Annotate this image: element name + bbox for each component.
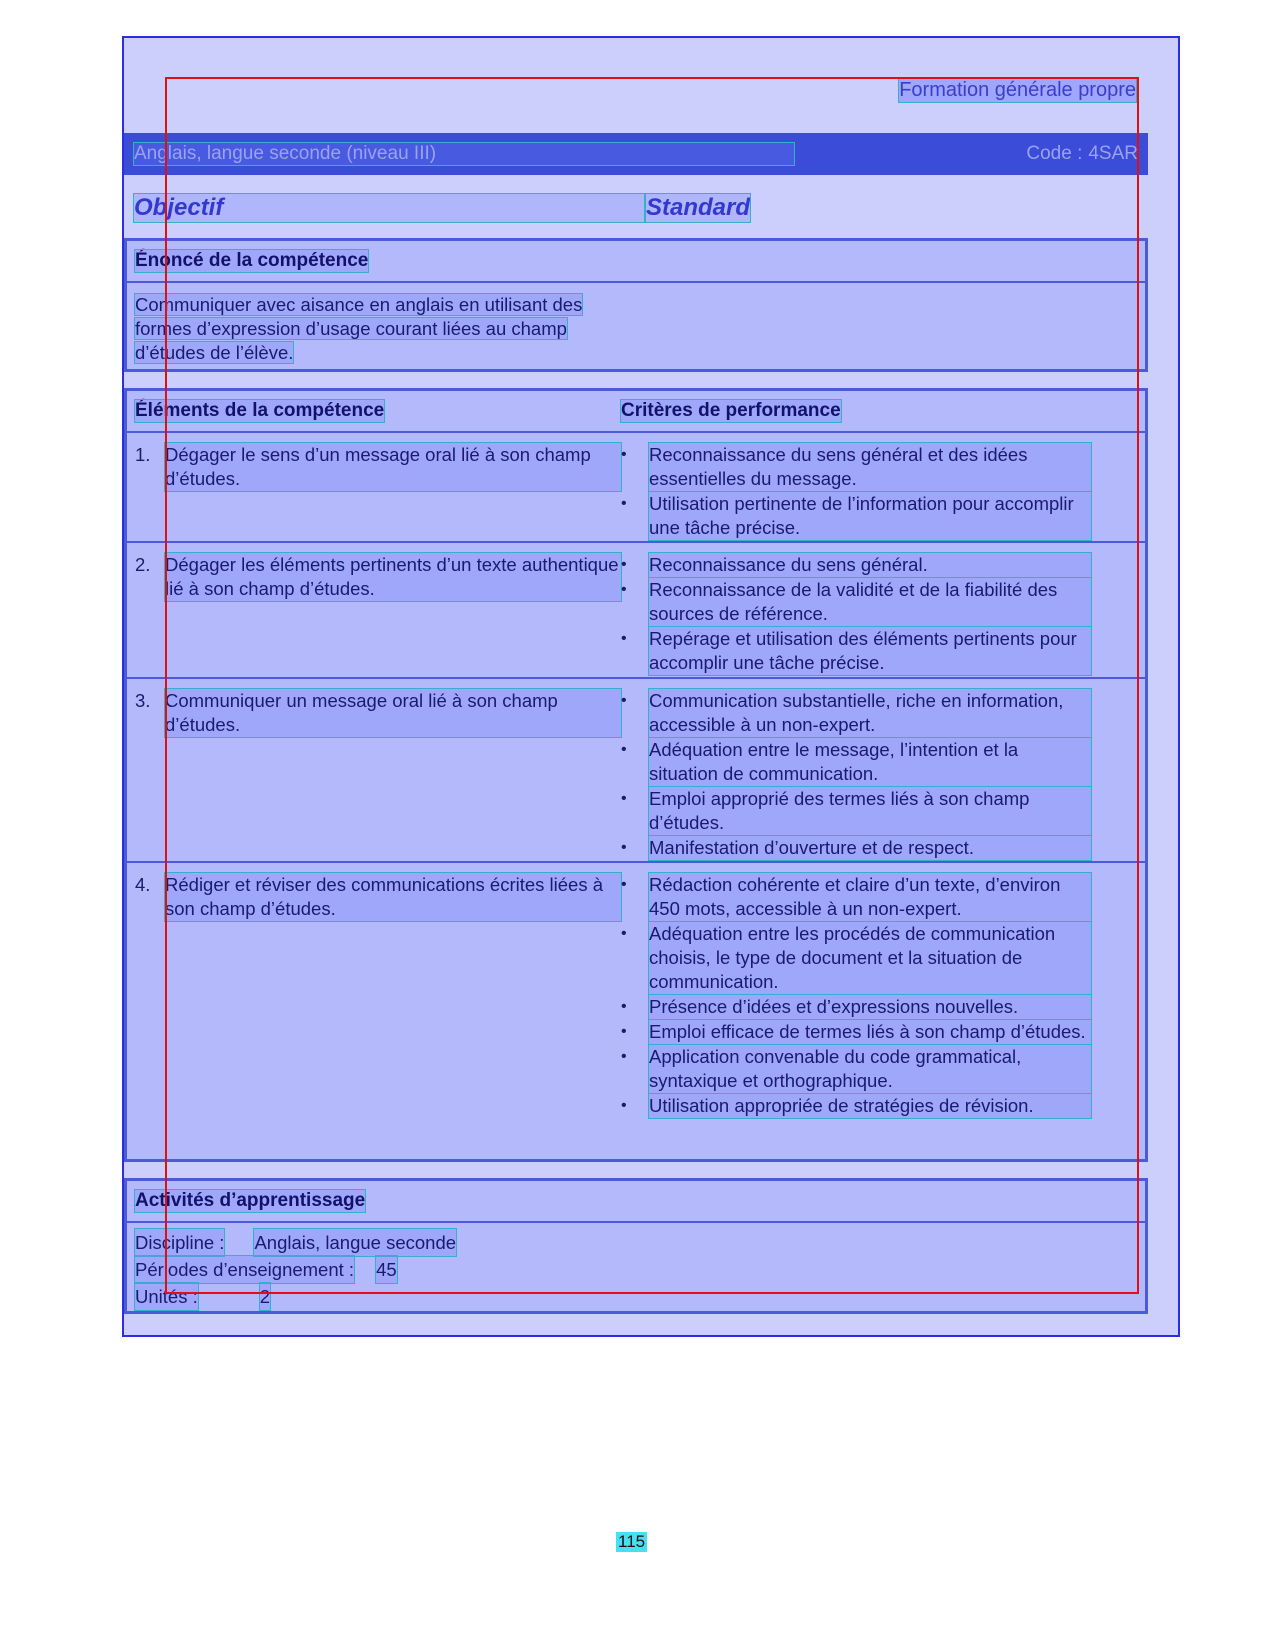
element-text: Dégager les éléments pertinents d’un texte authentique lié à son champ d’études. bbox=[165, 553, 621, 601]
course-code bbox=[1026, 143, 1138, 165]
elements-table bbox=[127, 433, 1145, 1163]
bullet-icon: • bbox=[621, 556, 627, 573]
criterion-item bbox=[621, 1020, 1091, 1044]
criterion-text: Utilisation appropriée de stratégies de révision. bbox=[649, 1094, 1091, 1118]
criterion-text: Utilisation pertinente de l’information pour accomplir une tâche précise. bbox=[649, 492, 1091, 540]
criterion-text: Reconnaissance du sens général et des idées essentielles du message. bbox=[649, 443, 1091, 491]
course-title: Anglais, langue seconde (niveau III) bbox=[134, 143, 794, 165]
criterion-text: Emploi efficace de termes liés à son champ d’études. bbox=[649, 1020, 1091, 1044]
criterion-text: Communication substantielle, riche en information, accessible à un non-expert. bbox=[649, 689, 1091, 737]
periodes-label: Périodes d’enseignement : bbox=[135, 1256, 354, 1283]
bullet-icon: • bbox=[621, 495, 627, 512]
bullet-icon: • bbox=[621, 741, 627, 758]
activites-heading: Activités d’apprentissage bbox=[135, 1190, 366, 1211]
bullet-icon: • bbox=[621, 581, 627, 598]
code-label: Code : bbox=[1026, 143, 1083, 164]
bullet-icon: • bbox=[621, 1097, 627, 1114]
criteres-heading: Critères de performance bbox=[621, 400, 841, 421]
element-cell bbox=[135, 553, 621, 601]
element-cell bbox=[135, 873, 621, 921]
course-title-bar bbox=[124, 133, 1148, 175]
criterion-item bbox=[621, 553, 1091, 577]
elements-section bbox=[124, 388, 1148, 1162]
bullet-icon: • bbox=[621, 692, 627, 709]
discipline-line bbox=[135, 1229, 1137, 1256]
criteria-cell bbox=[621, 443, 1091, 541]
criterion-text: Rédaction cohérente et claire d’un texte, d’environ 450 mots, accessible à un non-expert. bbox=[649, 873, 1091, 921]
bullet-icon: • bbox=[621, 925, 627, 942]
element-text: Dégager le sens d’un message oral lié à son champ d’études. bbox=[165, 443, 621, 491]
criterion-text: Adéquation entre les procédés de communication choisis, le type de document et la situation de communication. bbox=[649, 922, 1091, 994]
objectif-heading: Objectif bbox=[134, 194, 644, 222]
table-row bbox=[127, 679, 1145, 863]
criterion-text: Reconnaissance de la validité et de la fiabilité des sources de référence. bbox=[649, 578, 1091, 626]
page-number: 115 bbox=[618, 1532, 646, 1551]
criterion-item bbox=[621, 627, 1091, 675]
elements-heading: Éléments de la compétence bbox=[135, 400, 385, 421]
bullet-icon: • bbox=[621, 839, 627, 856]
bullet-icon: • bbox=[621, 630, 627, 647]
element-number: 2. bbox=[135, 554, 151, 575]
bullet-icon: • bbox=[621, 1023, 627, 1040]
element-text: Rédiger et réviser des communications écrites liées à son champ d’études. bbox=[165, 873, 621, 921]
table-row bbox=[127, 543, 1145, 679]
element-number: 3. bbox=[135, 690, 151, 711]
enonce-heading: Énoncé de la compétence bbox=[135, 250, 369, 271]
bullet-icon: • bbox=[621, 1048, 627, 1065]
document-page bbox=[122, 36, 1180, 1337]
criterion-item bbox=[621, 1045, 1091, 1093]
enonce-text: Communiquer avec aisance en anglais en utilisant des formes d’expression d’usage courant liées au champ d’études de l’élève. bbox=[135, 294, 583, 363]
element-cell bbox=[135, 443, 621, 491]
criterion-item bbox=[621, 787, 1091, 835]
activites-section bbox=[124, 1178, 1148, 1314]
objective-standard-row bbox=[134, 194, 1148, 220]
element-number: 1. bbox=[135, 444, 151, 465]
enonce-section bbox=[124, 238, 1148, 372]
criterion-item bbox=[621, 922, 1091, 994]
element-number: 4. bbox=[135, 874, 151, 895]
criterion-item bbox=[621, 578, 1091, 626]
discipline-label: Discipline : bbox=[135, 1229, 224, 1256]
periodes-value: 45 bbox=[376, 1256, 397, 1283]
criterion-text: Emploi approprié des termes liés à son champ d’études. bbox=[649, 787, 1091, 835]
discipline-value: Anglais, langue seconde bbox=[254, 1229, 456, 1256]
unites-line bbox=[135, 1283, 1137, 1310]
standard-heading: Standard bbox=[646, 194, 751, 221]
criterion-text: Application convenable du code grammatical, syntaxique et orthographique. bbox=[649, 1045, 1091, 1093]
criterion-item bbox=[621, 492, 1091, 540]
criterion-item bbox=[621, 836, 1091, 860]
criterion-item bbox=[621, 689, 1091, 737]
element-cell bbox=[135, 689, 621, 737]
criterion-item bbox=[621, 443, 1091, 491]
bullet-icon: • bbox=[621, 998, 627, 1015]
bullet-icon: • bbox=[621, 446, 627, 463]
criterion-item bbox=[621, 873, 1091, 921]
code-value: 4SAR bbox=[1088, 143, 1138, 164]
criterion-item bbox=[621, 1094, 1091, 1118]
criterion-text: Adéquation entre le message, l’intention et la situation de communication. bbox=[649, 738, 1091, 786]
bullet-icon: • bbox=[621, 876, 627, 893]
unites-label: Unités : bbox=[135, 1283, 198, 1310]
criterion-item bbox=[621, 738, 1091, 786]
criterion-text: Repérage et utilisation des éléments pertinents pour accomplir une tâche précise. bbox=[649, 627, 1091, 675]
criteria-cell bbox=[621, 689, 1091, 861]
unites-value: 2 bbox=[260, 1283, 270, 1310]
criteria-cell bbox=[621, 873, 1091, 1119]
element-text: Communiquer un message oral lié à son champ d’études. bbox=[165, 689, 621, 737]
table-row bbox=[127, 433, 1145, 543]
criterion-text: Présence d’idées et d’expressions nouvelles. bbox=[649, 995, 1091, 1019]
criterion-text: Manifestation d’ouverture et de respect. bbox=[649, 836, 1091, 860]
criterion-text: Reconnaissance du sens général. bbox=[649, 553, 1091, 577]
criterion-item bbox=[621, 995, 1091, 1019]
bullet-icon: • bbox=[621, 790, 627, 807]
table-row bbox=[127, 863, 1145, 1163]
criteria-cell bbox=[621, 553, 1091, 676]
document-category: Formation générale propre bbox=[899, 79, 1136, 101]
periodes-line bbox=[135, 1256, 1137, 1283]
